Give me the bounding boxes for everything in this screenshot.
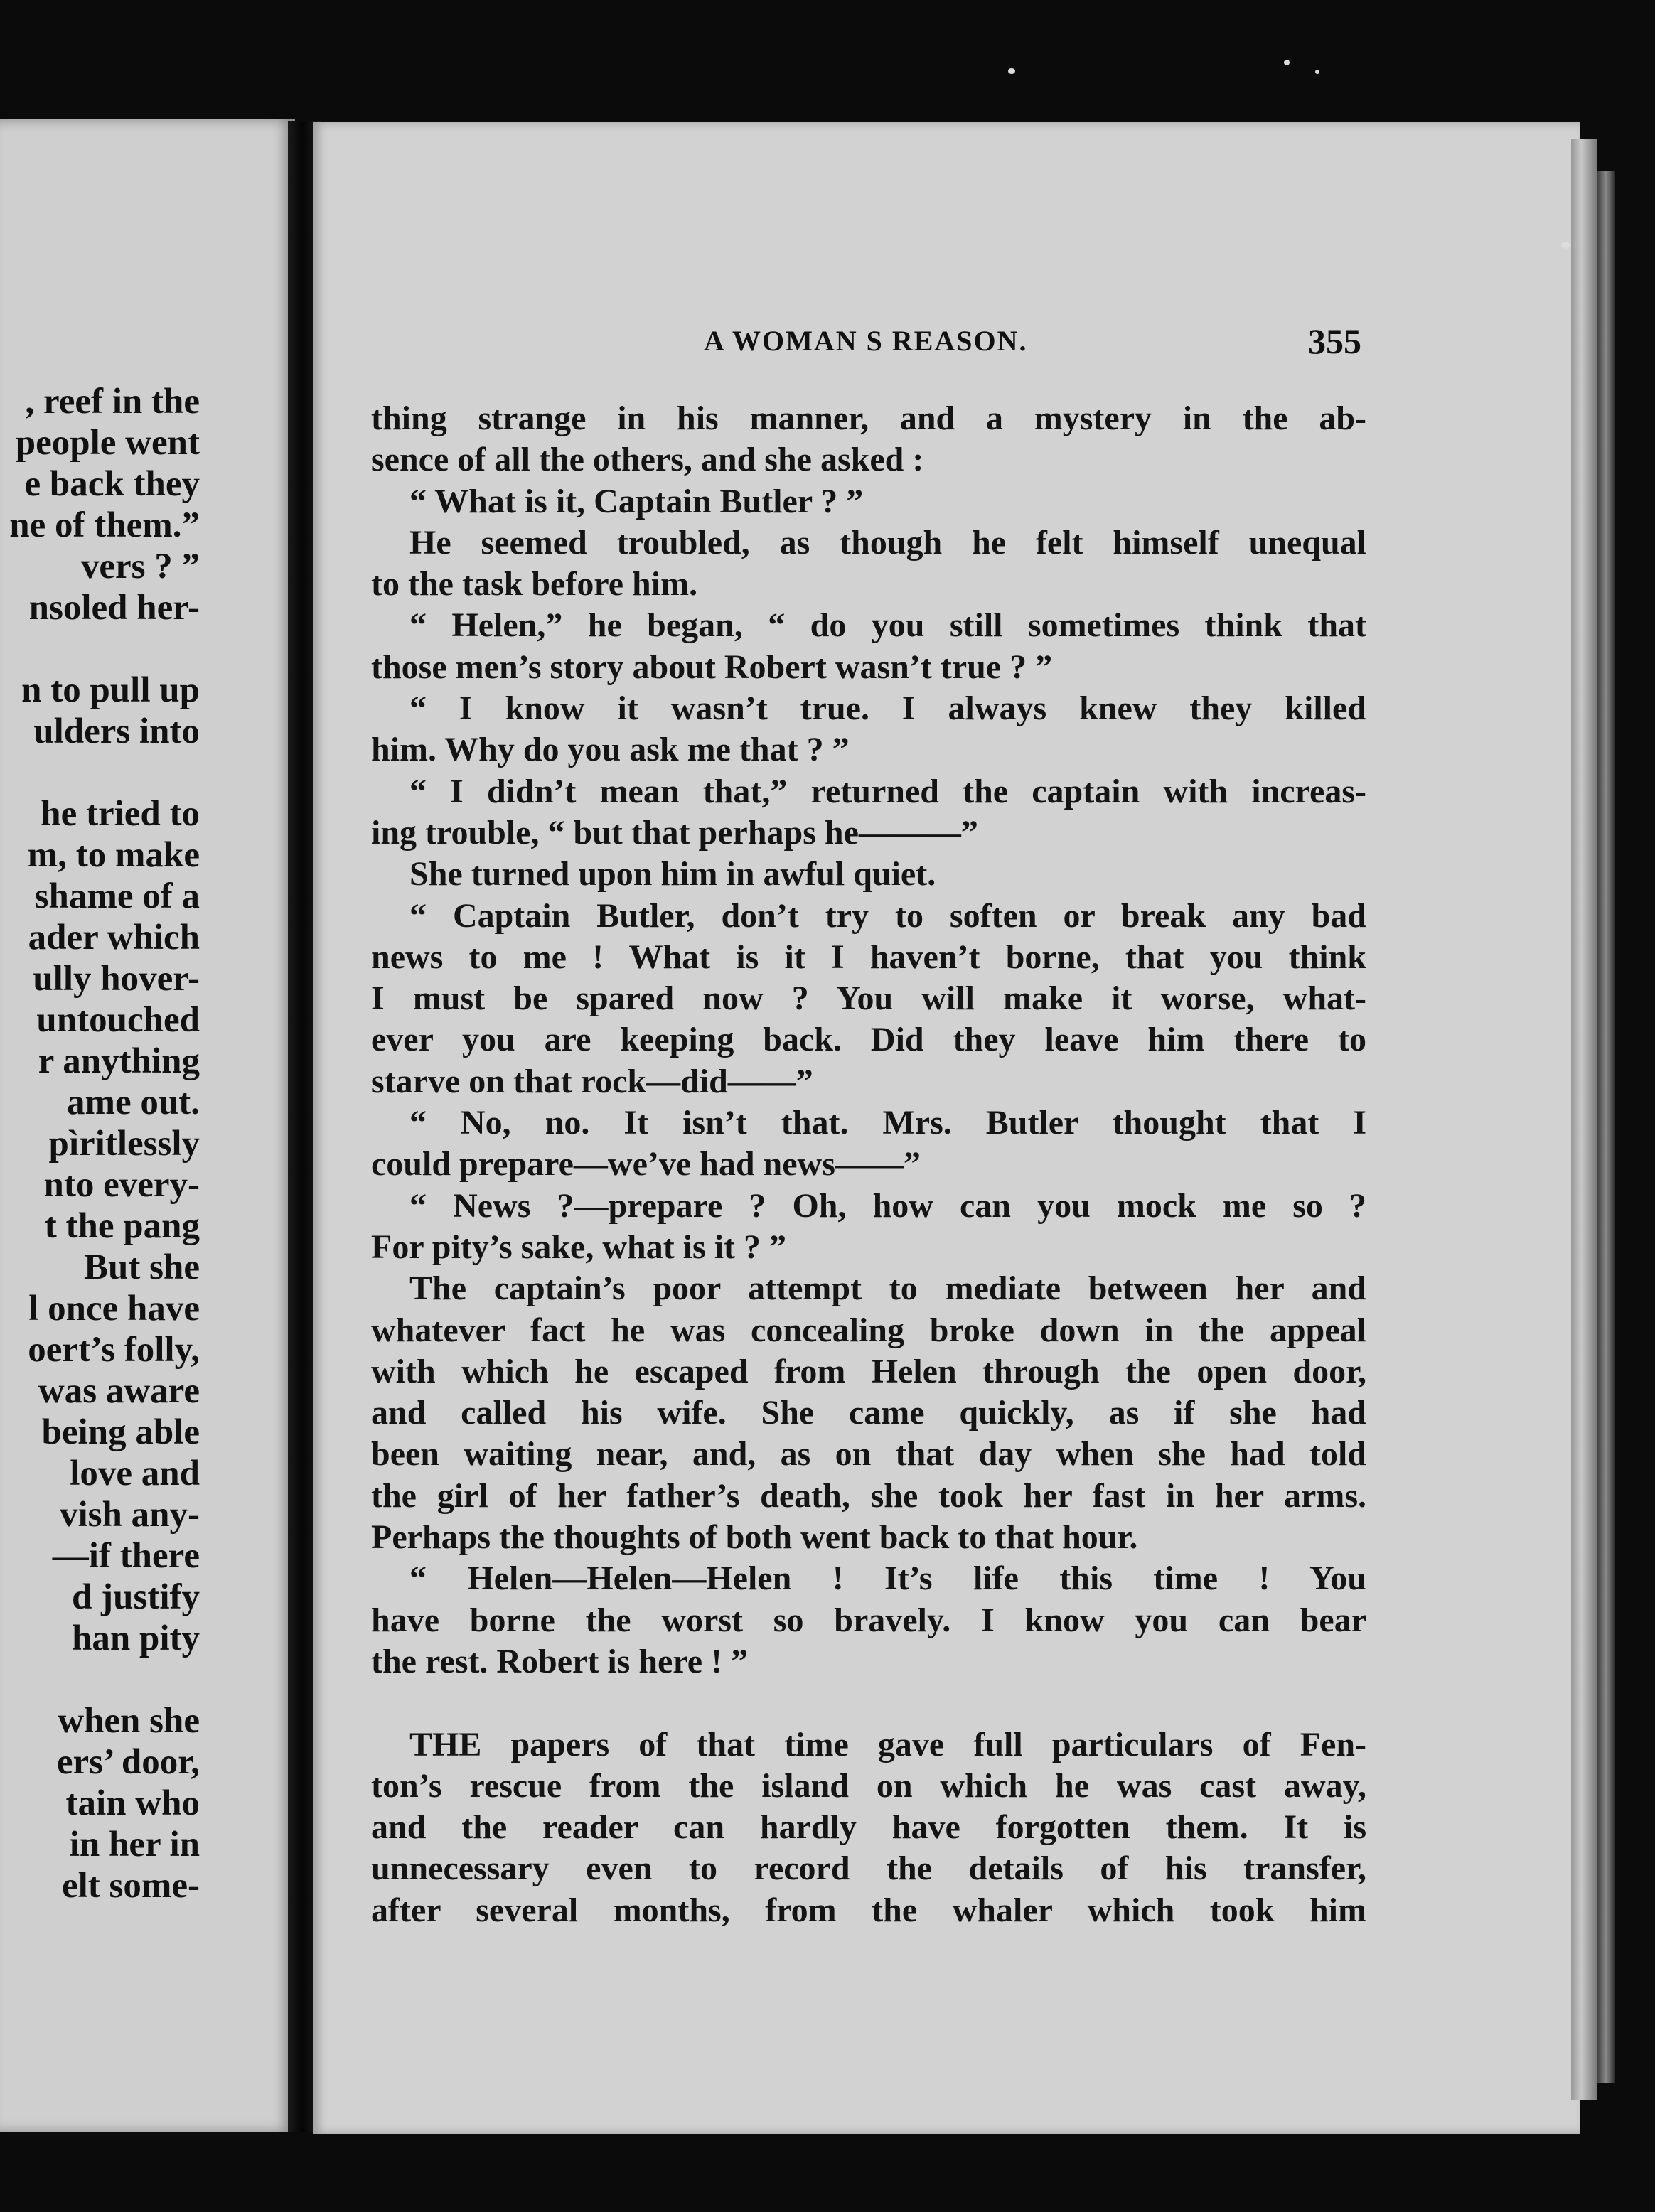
scan-speck [1315,70,1319,74]
previous-page-line: in her in [69,1825,200,1864]
book-cover-edge [1597,171,1615,2083]
text-line: and called his wife. She came quickly, as if she had [371,1394,1366,1432]
text-line: to the task before him. [371,565,698,603]
text-line: the rest. Robert is here ! ” [371,1642,749,1680]
text-line: after several months, from the whaler which took him [371,1891,1366,1929]
text-line: “ What is it, Captain Butler ? ” [409,482,864,520]
text-line: unnecessary even to record the details of his transfer, [371,1849,1366,1888]
previous-page-line: t the pang [44,1206,200,1246]
previous-page-line: ully hover- [33,959,200,999]
text-line: Perhaps the thoughts of both went back to that hour. [371,1518,1138,1557]
previous-page-line: love and [70,1454,200,1493]
text-line: thing strange in his manner, and a mystery in the ab- [371,399,1366,437]
page-number: 355 [1308,321,1361,361]
text-line: “ I didn’t mean that,” returned the captain with increas- [409,772,1366,810]
previous-page-line: when she [58,1701,200,1741]
previous-page-fragment [0,119,295,2132]
previous-page-line: r anything [38,1041,200,1081]
text-line: news to me ! What is it I haven’t borne, that you think [371,938,1366,976]
previous-page-line: shame of a [34,876,200,916]
text-line: For pity’s sake, what is it ? ” [371,1228,787,1266]
previous-page-line: pìritlessly [48,1124,200,1164]
text-line: THE papers of that time gave full particulars of Fen- [409,1725,1366,1763]
text-line: him. Why do you ask me that ? ” [371,731,850,769]
previous-page-line: people went [15,423,200,463]
previous-page-line: ame out. [67,1083,200,1122]
previous-page-line [0,628,200,670]
text-line: He seemed troubled, as though he felt himself unequal [409,523,1366,562]
previous-page-line: e back they [24,464,200,504]
previous-page-text [0,381,200,1906]
text-line: could prepare—we’ve had news——” [371,1145,921,1183]
text-line: been waiting near, and, as on that day when she had told [371,1435,1366,1473]
previous-page-line: vish any- [60,1495,200,1535]
page-edge [1571,139,1597,2100]
text-line: “ Helen—Helen—Helen ! It’s life this time ! You [409,1559,1366,1598]
previous-page-line: m, to make [27,835,200,875]
page-body-text [371,398,1366,1931]
text-line: sence of all the others, and she asked : [371,441,924,479]
text-line: “ Captain Butler, don’t try to soften or break any bad [409,896,1366,935]
previous-page-line: n to pull up [21,670,200,710]
text-line: ton’s rescue from the island on which he was cast away, [371,1766,1366,1805]
previous-page-line: being able [41,1412,200,1452]
previous-page-line: elt some- [62,1866,200,1906]
scan-speck [1008,68,1015,74]
previous-page-line [0,1659,200,1700]
text-line: starve on that rock—did——” [371,1062,813,1100]
previous-page-line [0,752,200,793]
previous-page-line: han pity [72,1618,200,1658]
text-line: “ Helen,” he began, “ do you still sometimes think that [409,606,1366,645]
text-line: and the reader can hardly have forgotten them. It is [371,1808,1366,1847]
previous-page-line: ader which [28,918,200,957]
text-line: those men’s story about Robert wasn’t true ? ” [371,648,1053,686]
previous-page-line: nsoled her- [28,588,200,628]
previous-page-line: ne of them.” [9,505,200,545]
previous-page-line: , reef in the [25,382,200,422]
previous-page-line: l once have [28,1289,200,1328]
previous-page-line: oert’s folly, [28,1330,200,1370]
previous-page-line: untouched [36,1000,200,1040]
text-line: “ I know it wasn’t true. I always knew they killed [409,689,1366,728]
text-line: “ No, no. It isn’t that. Mrs. Butler thought that I [409,1104,1366,1142]
previous-page-line: But she [84,1247,200,1287]
text-line: She turned upon him in awful quiet. [409,855,936,893]
previous-page-line: tain who [65,1783,200,1823]
text-line: with which he escaped from Helen through the open door, [371,1352,1366,1390]
text-line: ing trouble, “ but that perhaps he———” [371,813,978,852]
previous-page-line: —if there [52,1536,200,1576]
text-line: The captain’s poor attempt to mediate between her and [409,1269,1366,1308]
previous-page-line: d justify [72,1577,200,1617]
text-line: have borne the worst so bravely. I know you can bear [371,1601,1366,1639]
previous-page-line: vers ? ” [80,547,200,586]
text-line: ever you are keeping back. Did they leave him there to [371,1021,1366,1059]
previous-page-line: ulders into [33,712,200,751]
text-line: the girl of her father’s death, she took her fast in her arms. [371,1476,1366,1515]
previous-page-line: was aware [38,1371,200,1411]
text-line: I must be spared now ? You will make it worse, what- [371,979,1366,1018]
previous-page-line: nto every- [43,1165,200,1205]
text-line: whatever fact he was concealing broke down in the appeal [371,1311,1366,1349]
scan-speck [1561,242,1570,249]
running-head: A WOMAN S REASON. [704,325,1028,357]
text-line [371,1682,1366,1724]
scan-speck [1284,60,1290,65]
previous-page-line: ers’ door, [56,1742,200,1782]
previous-page-line: he tried to [41,794,200,834]
text-line: “ News ?—prepare ? Oh, how can you mock me so ? [409,1186,1366,1225]
